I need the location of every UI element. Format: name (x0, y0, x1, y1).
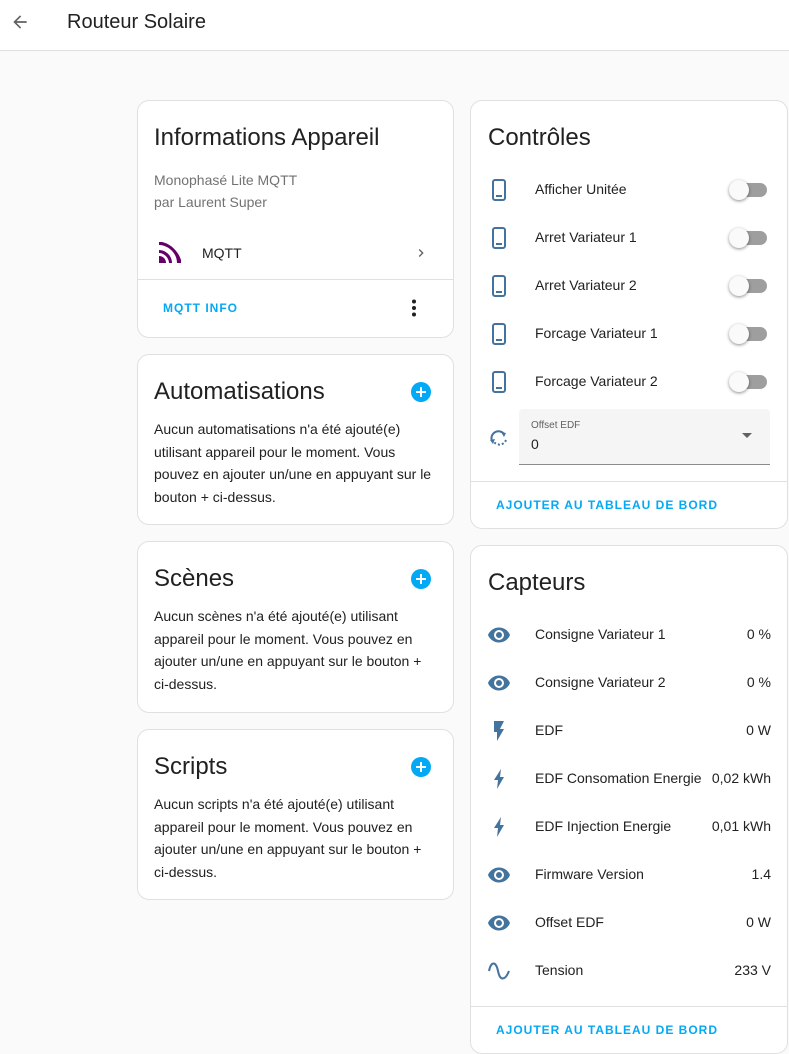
toggle-switch[interactable] (731, 183, 767, 197)
rotate-arrows-icon (487, 426, 511, 450)
toggle-switch[interactable] (731, 327, 767, 341)
mqtt-info-button[interactable]: MQTT INFO (163, 301, 238, 315)
device-info-title: Informations Appareil (154, 124, 380, 151)
cellphone-icon (487, 178, 511, 202)
automations-title: Automatisations (154, 378, 325, 405)
controls-card (470, 100, 788, 529)
sensor-label: EDF Injection Energie (535, 818, 672, 834)
sensors-title: Capteurs (488, 569, 586, 596)
sensor-value: 0,02 kWh (711, 770, 771, 786)
scripts-empty-text: Aucun scripts n'a été ajouté(e) utilisant appareil pour le moment. Vous pouvez en ajouter un/une en appuyant sur le bouton + ci-dessus. (154, 796, 422, 880)
sensor-label: Consigne Variateur 2 (535, 674, 666, 690)
cellphone-icon (487, 370, 511, 394)
control-label: Arret Variateur 2 (535, 277, 637, 293)
control-row[interactable] (471, 262, 787, 310)
eye-icon (487, 911, 511, 935)
sensor-label: EDF (535, 722, 563, 738)
control-row[interactable] (471, 166, 787, 214)
control-label: Forcage Variateur 1 (535, 325, 658, 341)
sensor-row[interactable] (471, 659, 787, 707)
control-label: Forcage Variateur 2 (535, 373, 658, 389)
sensor-value: 0 W (746, 914, 771, 930)
dropdown-arrow-icon (742, 433, 752, 438)
sensor-label: Tension (535, 962, 584, 978)
sensor-label: Offset EDF (535, 914, 604, 930)
sensor-label: Firmware Version (535, 866, 644, 882)
control-row[interactable] (471, 310, 787, 358)
sensor-value: 0 % (746, 626, 771, 642)
sensor-row[interactable] (471, 803, 787, 851)
sensor-row[interactable] (471, 899, 787, 947)
add-automation-icon[interactable] (411, 382, 431, 402)
control-row[interactable] (471, 358, 787, 406)
toggle-switch[interactable] (731, 231, 767, 245)
page-title: Routeur Solaire (67, 11, 206, 33)
top-app-bar (0, 0, 789, 51)
sensor-value: 0,01 kWh (711, 818, 771, 834)
sensor-row[interactable] (471, 947, 787, 995)
automations-empty-text: Aucun automatisations n'a été ajouté(e) utilisant appareil pour le moment. Vous pouvez en ajouter un/une en appuyant sur le bouton + ci-dessus. (154, 421, 432, 505)
scenes-title: Scènes (154, 565, 235, 592)
scenes-empty-text: Aucun scènes n'a été ajouté(e) utilisant appareil pour le moment. Vous pouvez en ajouter un/une en appuyant sur le bouton + ci-dessus. (154, 608, 422, 692)
select-label: Offset EDF (531, 420, 581, 431)
sensor-row[interactable] (471, 707, 787, 755)
offset-edf-select[interactable] (519, 409, 770, 465)
control-row[interactable] (471, 214, 787, 262)
add-to-dashboard-button[interactable]: AJOUTER AU TABLEAU DE BORD (496, 1023, 719, 1037)
scenes-card (137, 541, 454, 713)
add-scene-icon[interactable] (411, 569, 431, 589)
device-info-card (137, 100, 454, 338)
more-options-icon[interactable] (402, 296, 426, 320)
scripts-title: Scripts (154, 753, 228, 780)
cellphone-icon (487, 226, 511, 250)
toggle-switch[interactable] (731, 375, 767, 389)
add-script-icon[interactable] (411, 757, 431, 777)
sensor-value: 0 % (746, 674, 771, 690)
mqtt-logo-icon (158, 241, 182, 265)
flash-icon (487, 767, 511, 791)
sensors-card (470, 545, 788, 1054)
scripts-card (137, 729, 454, 900)
sine-wave-icon (487, 959, 511, 983)
eye-icon (487, 623, 511, 647)
integration-row[interactable] (138, 229, 453, 277)
control-label: Arret Variateur 1 (535, 229, 637, 245)
add-to-dashboard-button[interactable]: AJOUTER AU TABLEAU DE BORD (496, 498, 719, 512)
cellphone-icon (487, 322, 511, 346)
sensor-value: 1.4 (751, 866, 771, 882)
card-divider (471, 1006, 787, 1007)
sensor-label: EDF Consomation Energie (535, 770, 702, 786)
integration-label: MQTT (202, 245, 242, 261)
toggle-switch[interactable] (731, 279, 767, 293)
controls-title: Contrôles (488, 124, 591, 151)
automations-card (137, 354, 454, 525)
sensor-row[interactable] (471, 851, 787, 899)
chevron-right-icon (413, 245, 429, 261)
device-model: Monophasé Lite MQTT (154, 172, 298, 188)
card-divider (471, 481, 787, 482)
eye-icon (487, 863, 511, 887)
cellphone-icon (487, 274, 511, 298)
sensor-row[interactable] (471, 611, 787, 659)
flash-icon (487, 719, 511, 743)
back-arrow-icon[interactable] (8, 10, 32, 34)
flash-icon (487, 815, 511, 839)
eye-icon (487, 671, 511, 695)
sensor-row[interactable] (471, 755, 787, 803)
sensor-value: 0 W (746, 722, 771, 738)
sensor-value: 233 V (734, 962, 771, 978)
device-manufacturer: par Laurent Super (154, 194, 267, 210)
select-value: 0 (531, 436, 539, 452)
control-label: Afficher Unitée (535, 181, 627, 197)
card-divider (138, 279, 453, 280)
sensor-label: Consigne Variateur 1 (535, 626, 666, 642)
